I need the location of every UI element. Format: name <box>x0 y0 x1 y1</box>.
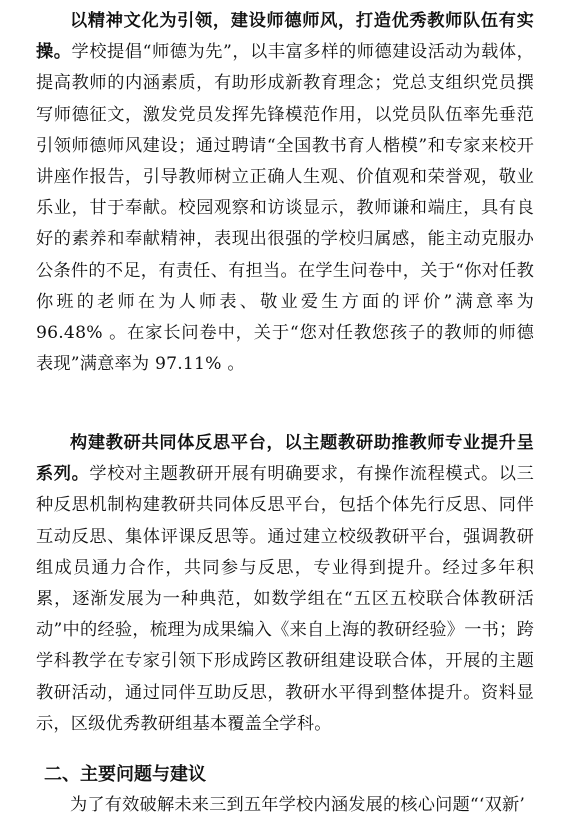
paragraph-problems-intro: 为了有效破解未来三到五年学校内涵发展的核心问题“‘双新’ <box>70 795 526 815</box>
paragraph-body-text: 学校对主题教研开展有明确要求，有操作流程模式。以三种反思机制构建教研共同体反思平台，包括个体先行反思、同伴互动反思、集体评课反思等。通过建立校级教研平台，强调教研组成员通力合作，共同参与反思，专业得到提升。经过多年积累，逐渐发展为一种典范，如数学组在“五区五校联合体教研活动”中的经验，梳理为成果编入《来自上海的教研经验》一书；跨学科教学在专家引领下形成跨区教研组建设联合体，开展的主题教研活动，通过同伴互助反思，教研水平得到整体提升。资料显示，区级优秀教研组基本覆盖全学科。 <box>36 464 534 734</box>
paragraph-lead-bold: 以精神文化为引领，建设师德师风，打造优秀教师队伍有实操。 <box>36 11 534 63</box>
paragraph-lead-bold: 构建教研共同体反思平台，以主题教研助推教师专业提升呈系列。 <box>36 433 534 485</box>
paragraph-body-text: 学校提倡“师德为先”，以丰富多样的师德建设活动为载体，提高教师的内涵素质，有助形成新教育理念；党总支组织党员撰写师德征文，激发党员发挥先锋模范作用，以党员队伍率先垂范引领师德师风建设；通过聘请“全国教书育人楷模”和专家来校开讲座作报告，引导教师树立正确人生观、价值观和荣誉观，敬业乐业，甘于奉献。校园观察和访谈显示，教师谦和端庄，具有良好的素养和奉献精神，表现出很强的学校归属感，能主动克服办公条件的不足，有责任、有担当。在学生问卷中，关于“你对任教你班的老师在为人师表、敬业爱生方面的评价”满意率为 96.48% 。在家长问卷中，关于“您对任教您孩子的教师的师德表现”满意率为 97.11% 。 <box>36 42 534 375</box>
paragraph-teaching-research <box>36 428 534 740</box>
section-heading: 二、主要问题与建议 <box>44 764 206 785</box>
paragraph-teacher-ethics <box>36 6 534 380</box>
